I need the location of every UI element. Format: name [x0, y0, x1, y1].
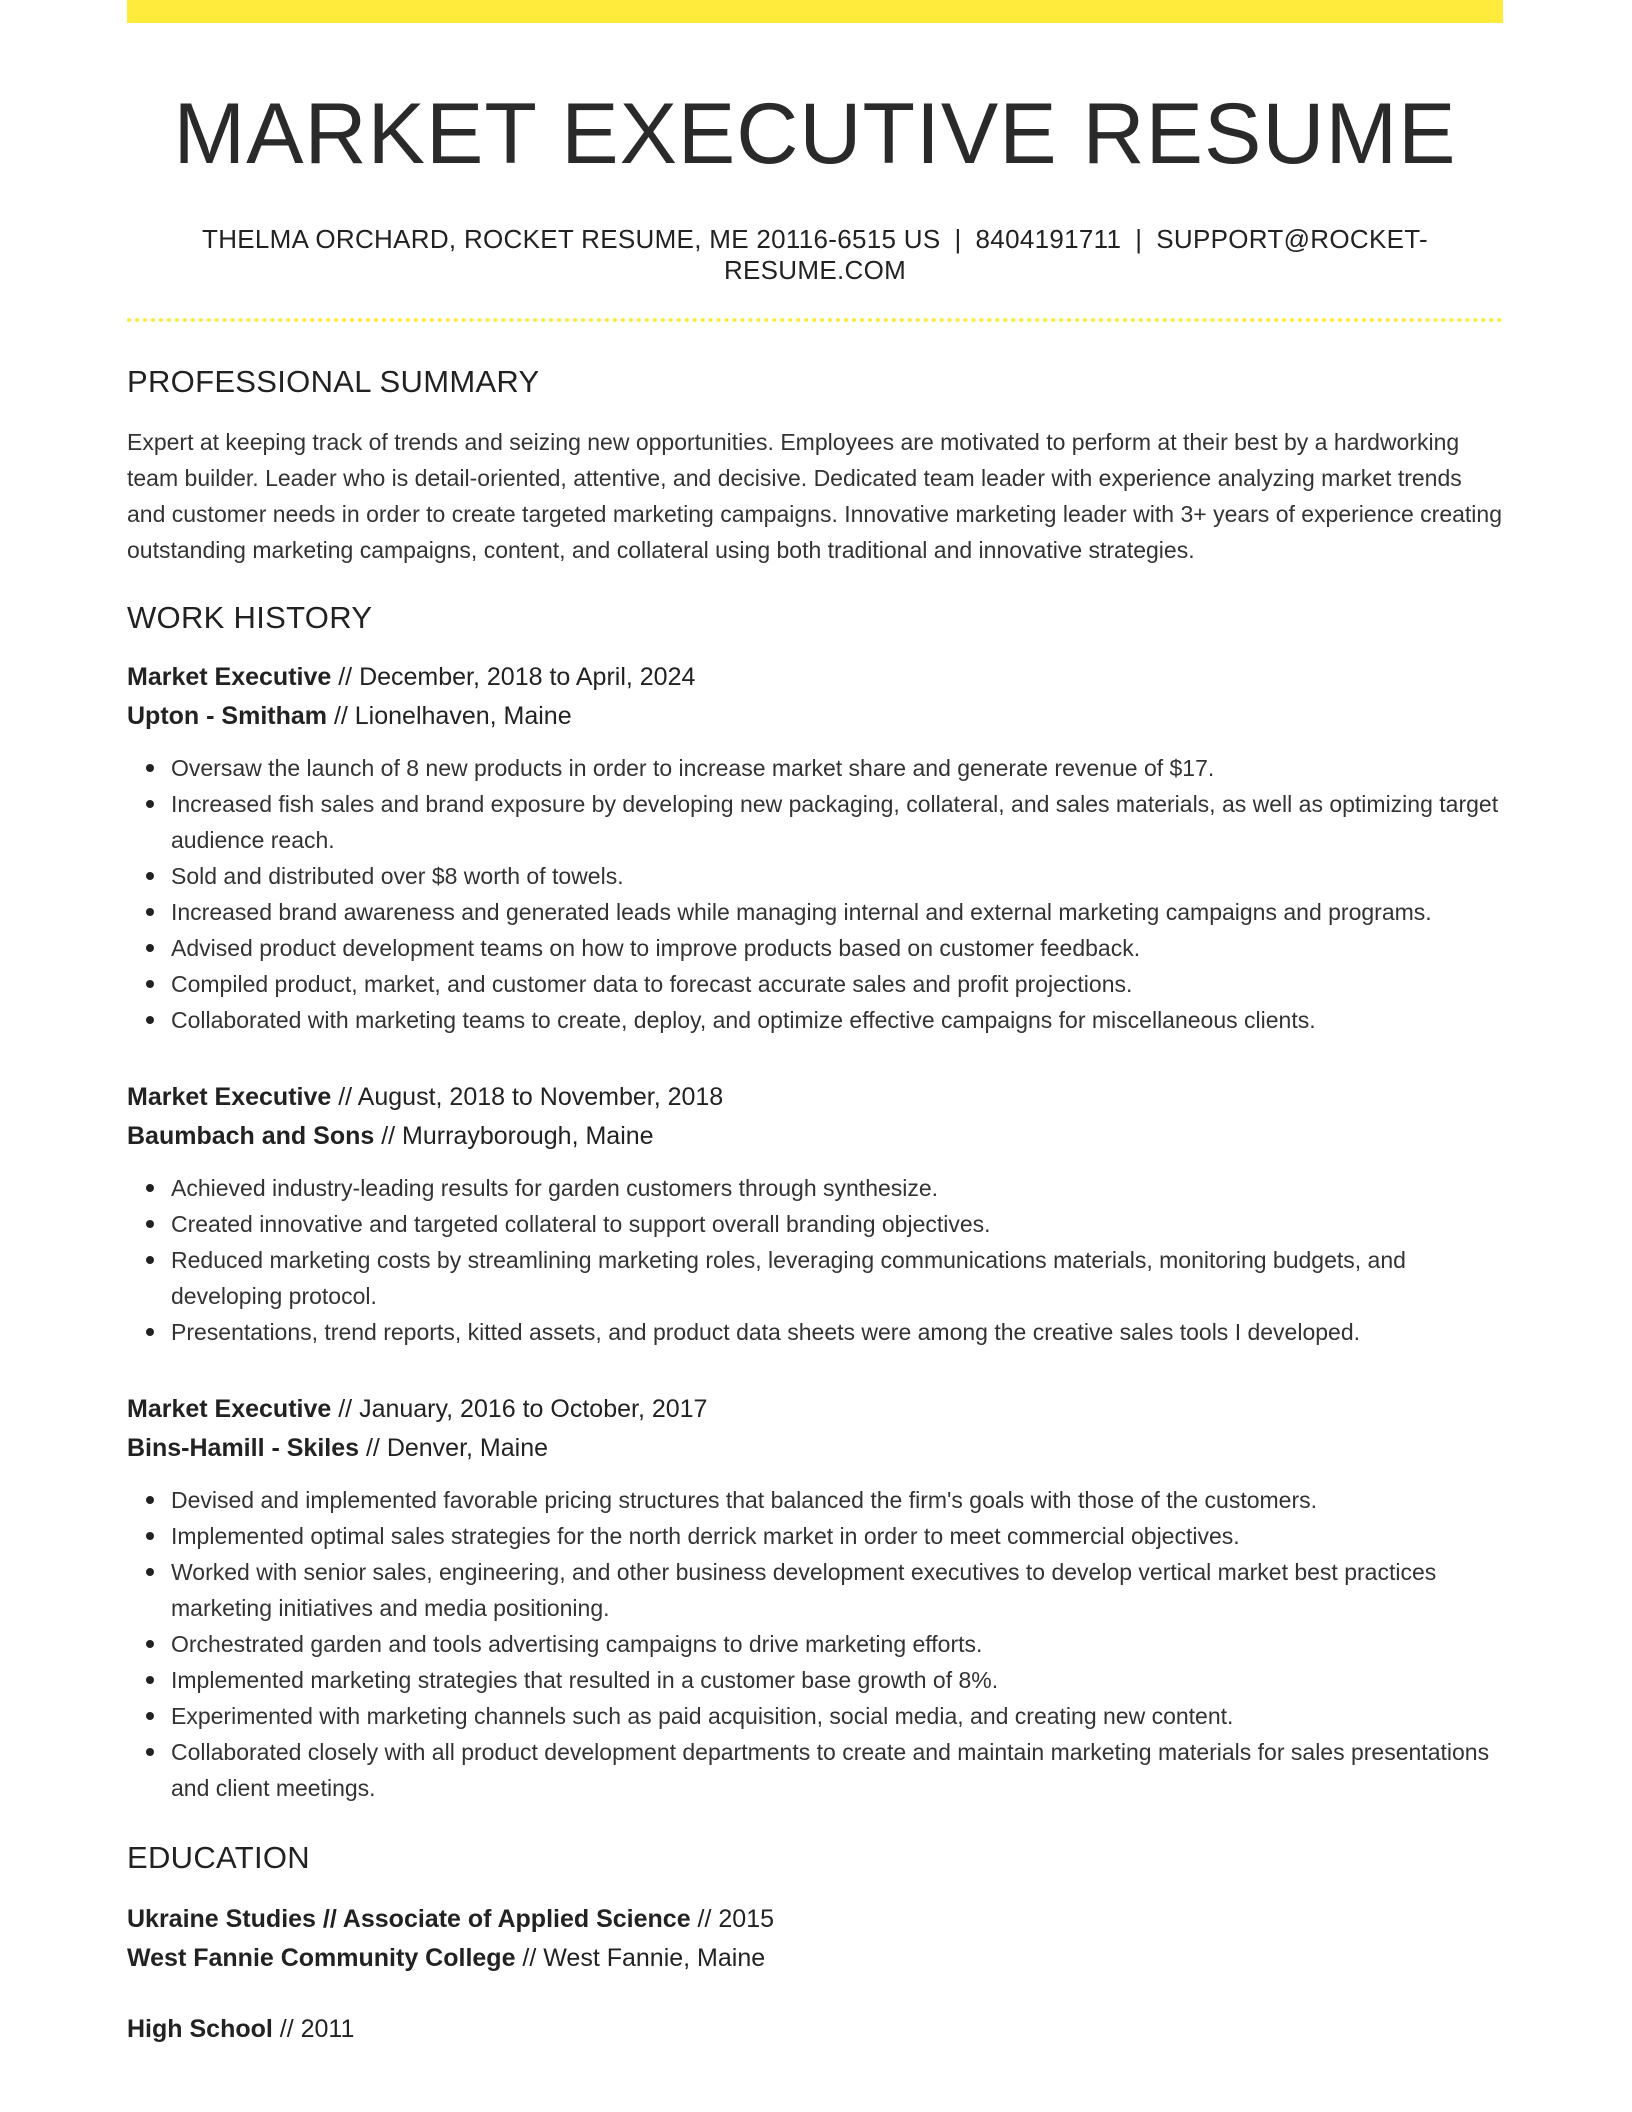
job-bullet: Collaborated with marketing teams to create, deploy, and optimize effective campaigns for miscellaneous clients.: [171, 1002, 1503, 1038]
job-bullet: Created innovative and targeted collateral to support overall branding objectives.: [171, 1206, 1503, 1242]
job-bullet: Increased brand awareness and generated leads while managing internal and external marketing campaigns and programs.: [171, 894, 1503, 930]
education-degree: Ukraine Studies // Associate of Applied Science: [127, 1904, 691, 1933]
job-role-line: [127, 658, 1503, 697]
education-degree-line: [127, 2010, 1503, 2049]
job-bullet: Collaborated closely with all product development departments to create and maintain marketing materials for sales presentations and client meetings.: [171, 1734, 1503, 1806]
job-role: Market Executive: [127, 1394, 332, 1423]
education-school: West Fannie Community College: [127, 1943, 516, 1972]
job-bullet: Achieved industry-leading results for garden customers through synthesize.: [171, 1170, 1503, 1206]
education-heading: EDUCATION: [127, 1839, 310, 1875]
job-bullet: Compiled product, market, and customer data to forecast accurate sales and profit projections.: [171, 966, 1503, 1002]
job-dates: // December, 2018 to April, 2024: [331, 662, 696, 691]
education-school-line: [127, 1939, 1503, 1978]
job-role: Market Executive: [127, 662, 332, 691]
job-bullet-list: [127, 750, 1503, 1038]
job-role: Market Executive: [127, 1082, 332, 1111]
job-bullet: Implemented marketing strategies that resulted in a customer base growth of 8%.: [171, 1662, 1503, 1698]
education-year: // 2015: [690, 1904, 775, 1933]
education-section: [127, 1840, 1503, 2049]
job-role-line: [127, 1390, 1503, 1429]
job-company-line: [127, 697, 1503, 736]
education-degree-line: [127, 1900, 1503, 1939]
contact-phone: 8404191711: [975, 223, 1122, 254]
job-company: Bins-Hamill - Skiles: [127, 1433, 360, 1462]
summary-section: [127, 364, 1503, 568]
job-bullet: Implemented optimal sales strategies for the north derrick market in order to meet commercial objectives.: [171, 1518, 1503, 1554]
job-company: Upton - Smitham: [127, 701, 327, 730]
job-location: // Denver, Maine: [359, 1433, 549, 1462]
education-entry: [127, 2010, 1503, 2049]
resume-title: MARKET EXECUTIVE RESUME: [173, 86, 1457, 182]
contact-email: SUPPORT@ROCKET-RESUME.COM: [723, 223, 1428, 285]
work-history-heading: WORK HISTORY: [127, 599, 373, 635]
contact-line: [127, 224, 1503, 286]
dotted-divider: [127, 318, 1503, 322]
resume-page: [127, 0, 1503, 2049]
job-bullet-list: [127, 1170, 1503, 1350]
job-bullet: Advised product development teams on how to improve products based on customer feedback.: [171, 930, 1503, 966]
summary-heading: PROFESSIONAL SUMMARY: [127, 363, 540, 399]
job-company-line: [127, 1117, 1503, 1156]
job-role-line: [127, 1078, 1503, 1117]
job-bullet: Presentations, trend reports, kitted assets, and product data sheets were among the creative sales tools I developed.: [171, 1314, 1503, 1350]
job-bullet: Orchestrated garden and tools advertising campaigns to drive marketing efforts.: [171, 1626, 1503, 1662]
job-entry: [127, 1078, 1503, 1350]
job-bullet: Experimented with marketing channels such as paid acquisition, social media, and creating new content.: [171, 1698, 1503, 1734]
job-bullet: Sold and distributed over $8 worth of towels.: [171, 858, 1503, 894]
job-bullet: Worked with senior sales, engineering, and other business development executives to develop vertical market best practices marketing initiatives and media positioning.: [171, 1554, 1503, 1626]
work-history-section: [127, 600, 1503, 1806]
job-company: Baumbach and Sons: [127, 1121, 375, 1150]
job-dates: // August, 2018 to November, 2018: [331, 1082, 724, 1111]
education-location: // West Fannie, Maine: [515, 1943, 766, 1972]
job-entry: [127, 1390, 1503, 1806]
summary-text: Expert at keeping track of trends and seizing new opportunities. Employees are motivated to perform at their best by a hardworking team builder. Leader who is detail-oriented, attentive, and decisive. Dedicated team leader with experience analyzing market trends and customer needs in order to create targeted marketing campaigns. Innovative marketing leader with 3+ years of experience creating outstanding marketing campaigns, content, and collateral using both traditional and innovative strategies.: [127, 428, 1503, 563]
job-bullet-list: [127, 1482, 1503, 1806]
job-bullet: Oversaw the launch of 8 new products in order to increase market share and generate revenue of $17.: [171, 750, 1503, 786]
job-dates: // January, 2016 to October, 2017: [331, 1394, 708, 1423]
job-bullet: Increased fish sales and brand exposure by developing new packaging, collateral, and sales materials, as well as optimizing target audience reach.: [171, 786, 1503, 858]
job-bullet: Devised and implemented favorable pricing structures that balanced the firm's goals with those of the customers.: [171, 1482, 1503, 1518]
job-company-line: [127, 1429, 1503, 1468]
contact-separator: |: [954, 223, 962, 254]
education-entry: [127, 1900, 1503, 1978]
job-location: // Murrayborough, Maine: [374, 1121, 654, 1150]
education-degree: High School: [127, 2014, 273, 2043]
accent-top-bar: [127, 0, 1503, 23]
job-entry: [127, 658, 1503, 1038]
job-bullet: Reduced marketing costs by streamlining marketing roles, leveraging communications materials, monitoring budgets, and developing protocol.: [171, 1242, 1503, 1314]
contact-address: THELMA ORCHARD, ROCKET RESUME, ME 20116-6515 US: [202, 223, 941, 254]
education-year: // 2011: [272, 2014, 355, 2043]
contact-separator: |: [1135, 223, 1143, 254]
job-location: // Lionelhaven, Maine: [327, 701, 572, 730]
